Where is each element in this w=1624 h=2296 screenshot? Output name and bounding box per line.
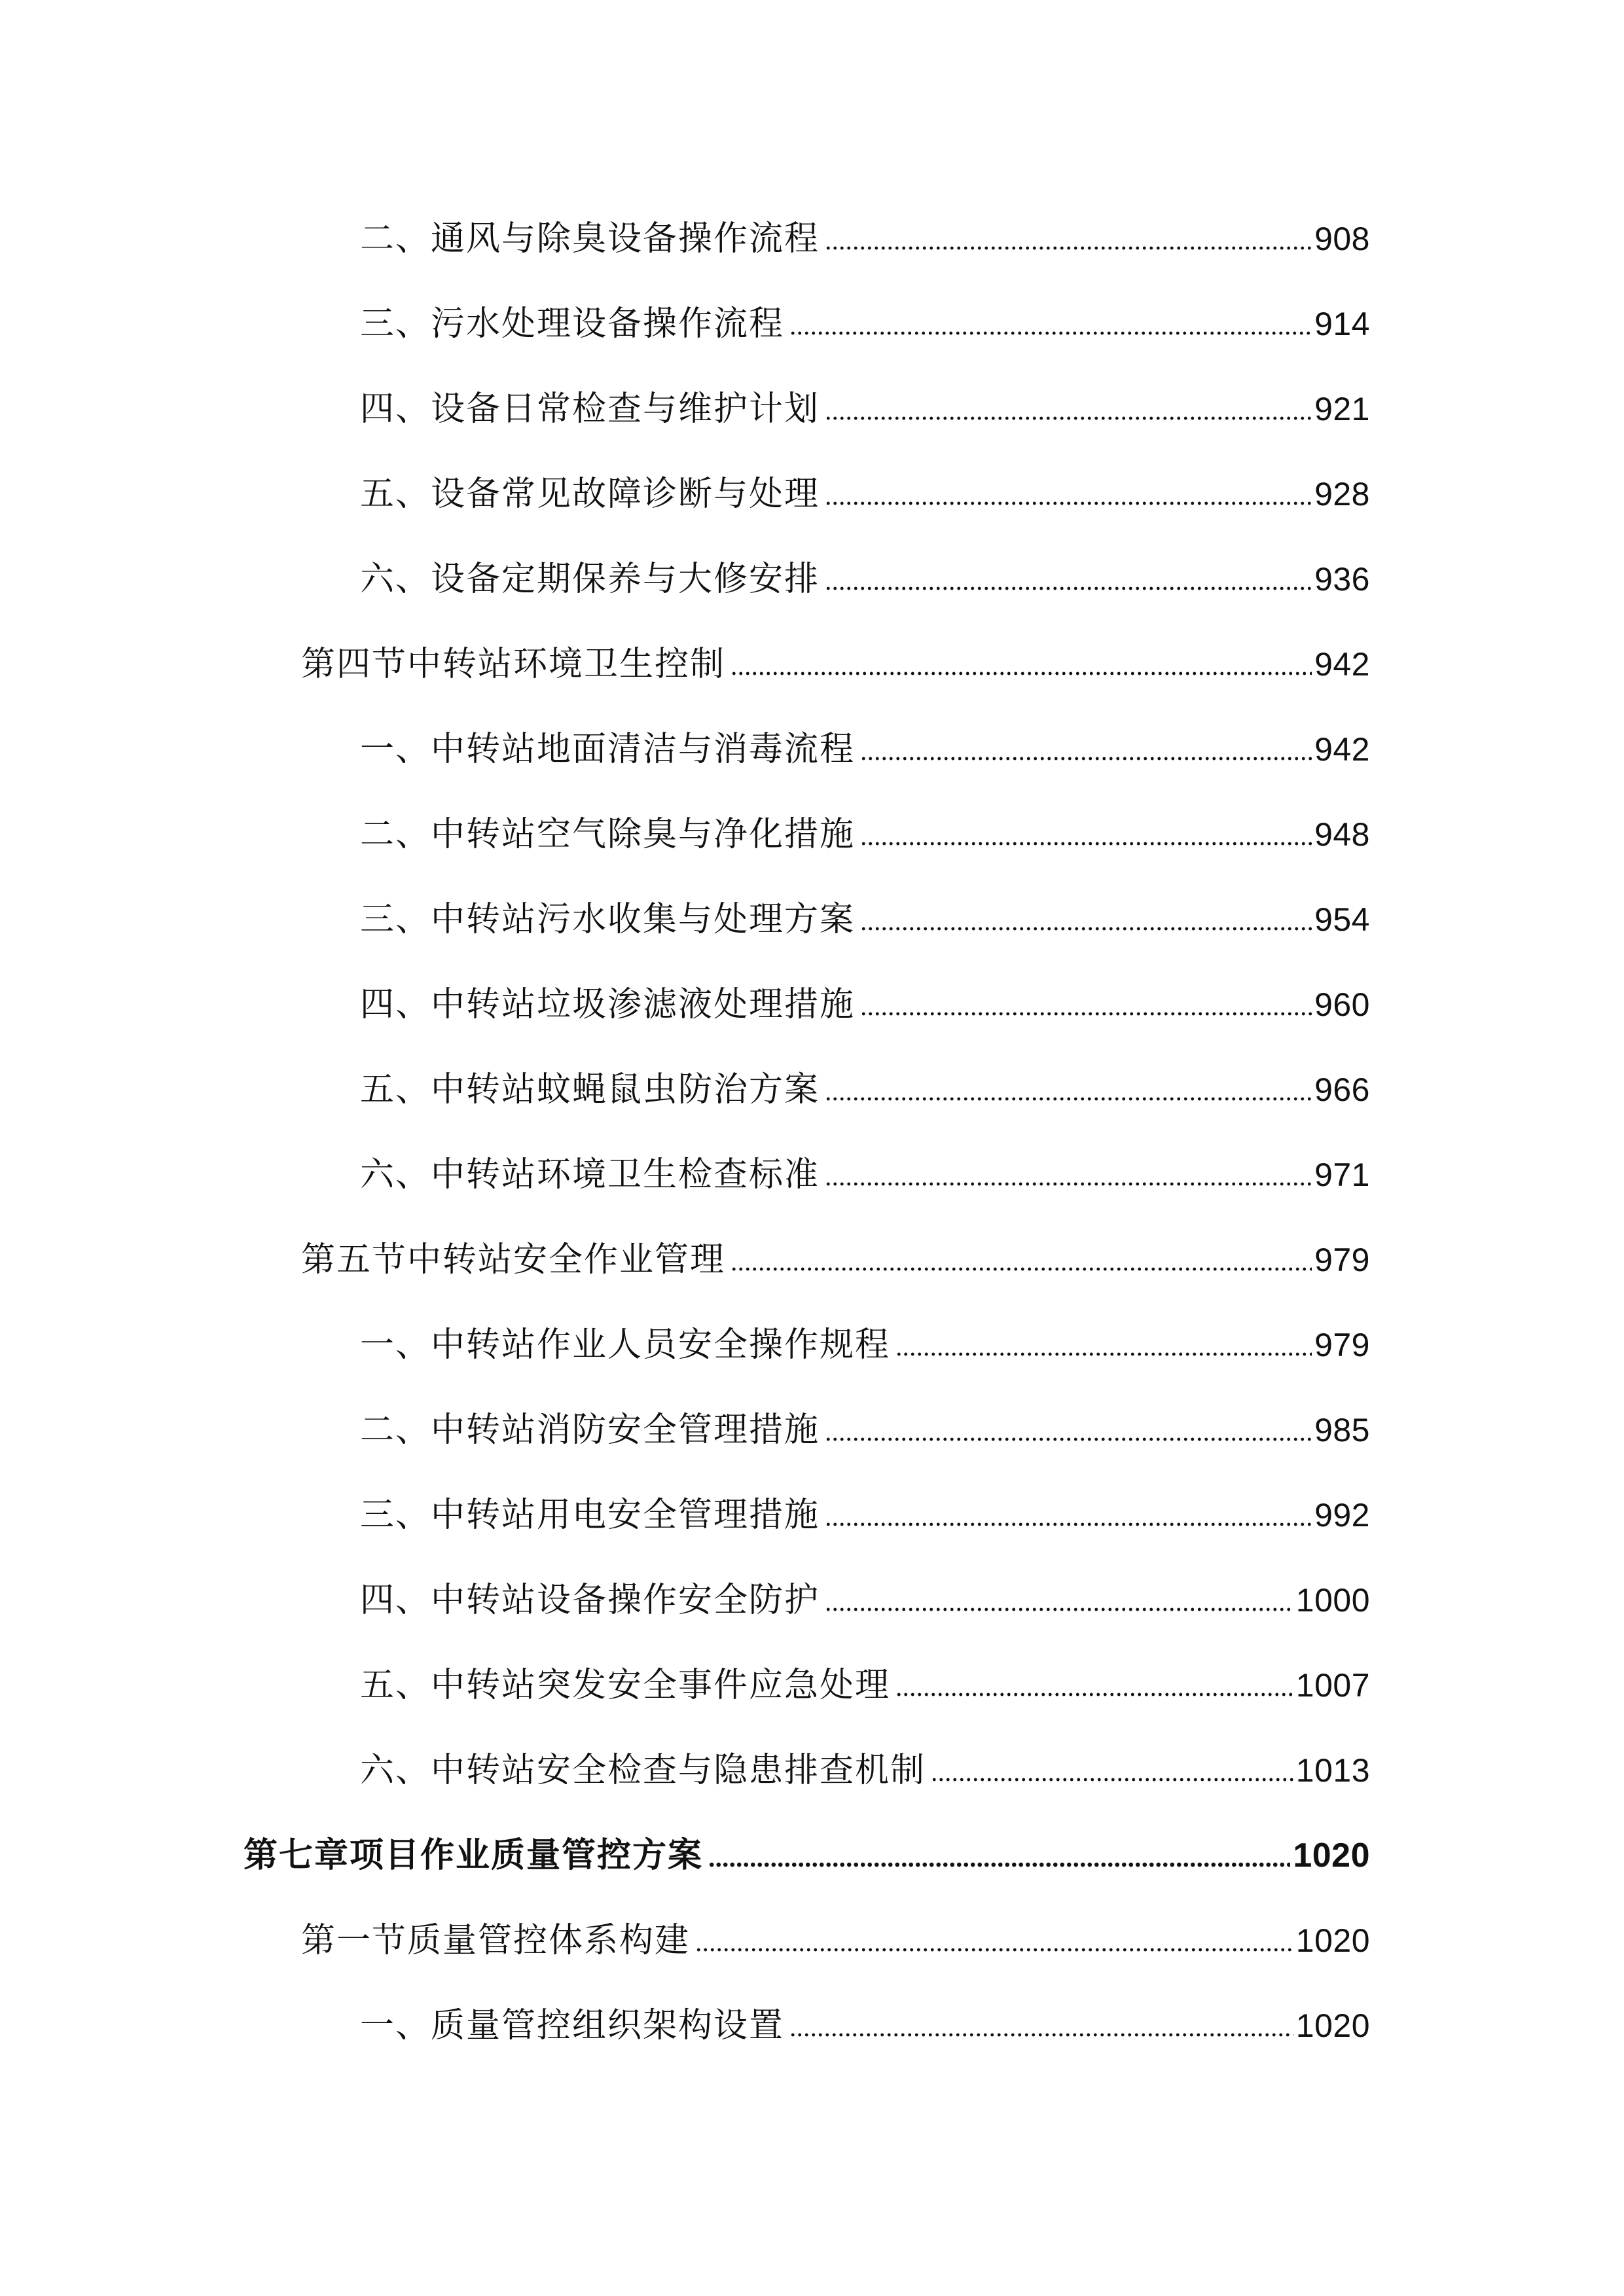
toc-dot-leader bbox=[789, 2015, 1293, 2041]
toc-entry-title: 四、中转站垃圾渗滤液处理措施 bbox=[360, 985, 856, 1024]
toc-entry[interactable] bbox=[360, 1486, 1370, 1545]
toc-entry-page: 908 bbox=[1314, 221, 1370, 257]
toc-entry[interactable] bbox=[360, 1060, 1370, 1119]
toc-entry-page: 936 bbox=[1314, 561, 1370, 598]
toc-entry-title: 三、中转站用电安全管理措施 bbox=[360, 1496, 820, 1535]
toc-entry-title: 五、设备常见故障诊断与处理 bbox=[360, 475, 820, 514]
toc-entry-title: 六、中转站安全检查与隐患排查机制 bbox=[360, 1751, 926, 1790]
toc-dot-leader bbox=[825, 398, 1312, 424]
toc-entry-title: 六、中转站环境卫生检查标准 bbox=[360, 1155, 820, 1194]
toc-entry[interactable] bbox=[301, 635, 1370, 694]
toc-entry-page: 979 bbox=[1314, 1242, 1370, 1278]
toc-entry-page: 985 bbox=[1314, 1412, 1370, 1448]
toc-entry-title: 三、中转站污水收集与处理方案 bbox=[360, 900, 856, 939]
toc-entry-page: 1020 bbox=[1295, 2007, 1370, 2044]
toc-entry-title: 第一节质量管控体系构建 bbox=[301, 1921, 691, 1960]
toc-entry-page: 1000 bbox=[1295, 1582, 1370, 1619]
toc-entry-title: 二、通风与除臭设备操作流程 bbox=[360, 219, 820, 259]
toc-entry-page: 1020 bbox=[1293, 1837, 1370, 1874]
toc-dot-leader bbox=[731, 653, 1312, 679]
toc-dot-leader bbox=[895, 1334, 1312, 1360]
toc-entry-page: 1013 bbox=[1295, 1752, 1370, 1789]
toc-entry-page: 942 bbox=[1314, 646, 1370, 683]
toc-dot-leader bbox=[695, 1929, 1293, 1956]
toc-entry-page: 992 bbox=[1314, 1497, 1370, 1534]
toc-entry-page: 966 bbox=[1314, 1071, 1370, 1108]
toc-entry-title: 二、中转站空气除臭与净化措施 bbox=[360, 815, 856, 854]
toc-entry[interactable] bbox=[360, 1996, 1370, 2055]
toc-entry[interactable] bbox=[360, 975, 1370, 1034]
toc-entry[interactable] bbox=[301, 1230, 1370, 1289]
toc-entry-page: 942 bbox=[1314, 731, 1370, 768]
toc-dot-leader bbox=[895, 1674, 1293, 1700]
toc-entry-page: 954 bbox=[1314, 901, 1370, 938]
toc-entry[interactable] bbox=[360, 1571, 1370, 1630]
toc-entry[interactable] bbox=[244, 1826, 1370, 1885]
toc-dot-leader bbox=[731, 1249, 1312, 1275]
toc-entry[interactable] bbox=[360, 1316, 1370, 1374]
toc-entry-title: 一、质量管控组织架构设置 bbox=[360, 2006, 785, 2045]
toc-entry-page: 1020 bbox=[1295, 1922, 1370, 1959]
toc-entry-page: 914 bbox=[1314, 306, 1370, 342]
toc-entry[interactable] bbox=[360, 465, 1370, 524]
toc-dot-leader bbox=[860, 908, 1312, 935]
toc-dot-leader bbox=[825, 568, 1312, 594]
toc-entry-page: 971 bbox=[1314, 1157, 1370, 1193]
toc-entry-page: 921 bbox=[1314, 391, 1370, 427]
toc-entry-page: 928 bbox=[1314, 476, 1370, 512]
toc-entry-title: 第四节中转站环境卫生控制 bbox=[301, 645, 726, 684]
toc-entry[interactable] bbox=[360, 209, 1370, 268]
toc-dot-leader bbox=[860, 823, 1312, 850]
toc-entry-title: 六、设备定期保养与大修安排 bbox=[360, 560, 820, 599]
toc-dot-leader bbox=[825, 1164, 1312, 1190]
toc-entry[interactable] bbox=[360, 1741, 1370, 1800]
toc-entry-page: 1007 bbox=[1295, 1667, 1370, 1704]
toc-entry-title: 四、中转站设备操作安全防护 bbox=[360, 1581, 820, 1620]
toc-entry-title: 三、污水处理设备操作流程 bbox=[360, 304, 785, 344]
toc-dot-leader bbox=[825, 1079, 1312, 1105]
toc-entry[interactable] bbox=[360, 1145, 1370, 1204]
toc-entry[interactable] bbox=[360, 380, 1370, 439]
toc-entry-title: 二、中转站消防安全管理措施 bbox=[360, 1410, 820, 1450]
toc-entry-title: 第五节中转站安全作业管理 bbox=[301, 1240, 726, 1280]
toc-dot-leader bbox=[825, 228, 1312, 254]
toc-entry-page: 979 bbox=[1314, 1327, 1370, 1363]
toc-entry[interactable] bbox=[360, 1401, 1370, 1460]
toc-dot-leader bbox=[825, 483, 1312, 509]
toc-entry-page: 948 bbox=[1314, 816, 1370, 853]
toc-dot-leader bbox=[789, 313, 1312, 339]
toc-entry-title: 五、中转站突发安全事件应急处理 bbox=[360, 1666, 891, 1705]
toc-entry-title: 第七章项目作业质量管控方案 bbox=[244, 1836, 704, 1875]
toc-dot-leader bbox=[825, 1504, 1312, 1530]
toc-entry-title: 四、设备日常检查与维护计划 bbox=[360, 389, 820, 429]
toc-entry[interactable] bbox=[360, 890, 1370, 949]
toc-dot-leader bbox=[931, 1759, 1293, 1785]
toc-dot-leader bbox=[825, 1419, 1312, 1445]
toc-entry[interactable] bbox=[360, 1656, 1370, 1715]
toc-entry[interactable] bbox=[360, 720, 1370, 779]
toc-dot-leader bbox=[708, 1844, 1290, 1871]
toc-entry-title: 一、中转站地面清洁与消毒流程 bbox=[360, 730, 856, 769]
toc-entry[interactable] bbox=[360, 295, 1370, 353]
toc-dot-leader bbox=[860, 738, 1312, 764]
toc-entry[interactable] bbox=[360, 550, 1370, 609]
toc-entry[interactable] bbox=[301, 1911, 1370, 1970]
toc-entry-page: 960 bbox=[1314, 986, 1370, 1023]
toc-entry-title: 五、中转站蚊蝇鼠虫防治方案 bbox=[360, 1070, 820, 1109]
toc-entry[interactable] bbox=[360, 805, 1370, 864]
toc-dot-leader bbox=[825, 1589, 1293, 1615]
toc-entry-title: 一、中转站作业人员安全操作规程 bbox=[360, 1325, 891, 1365]
toc-dot-leader bbox=[860, 994, 1312, 1020]
